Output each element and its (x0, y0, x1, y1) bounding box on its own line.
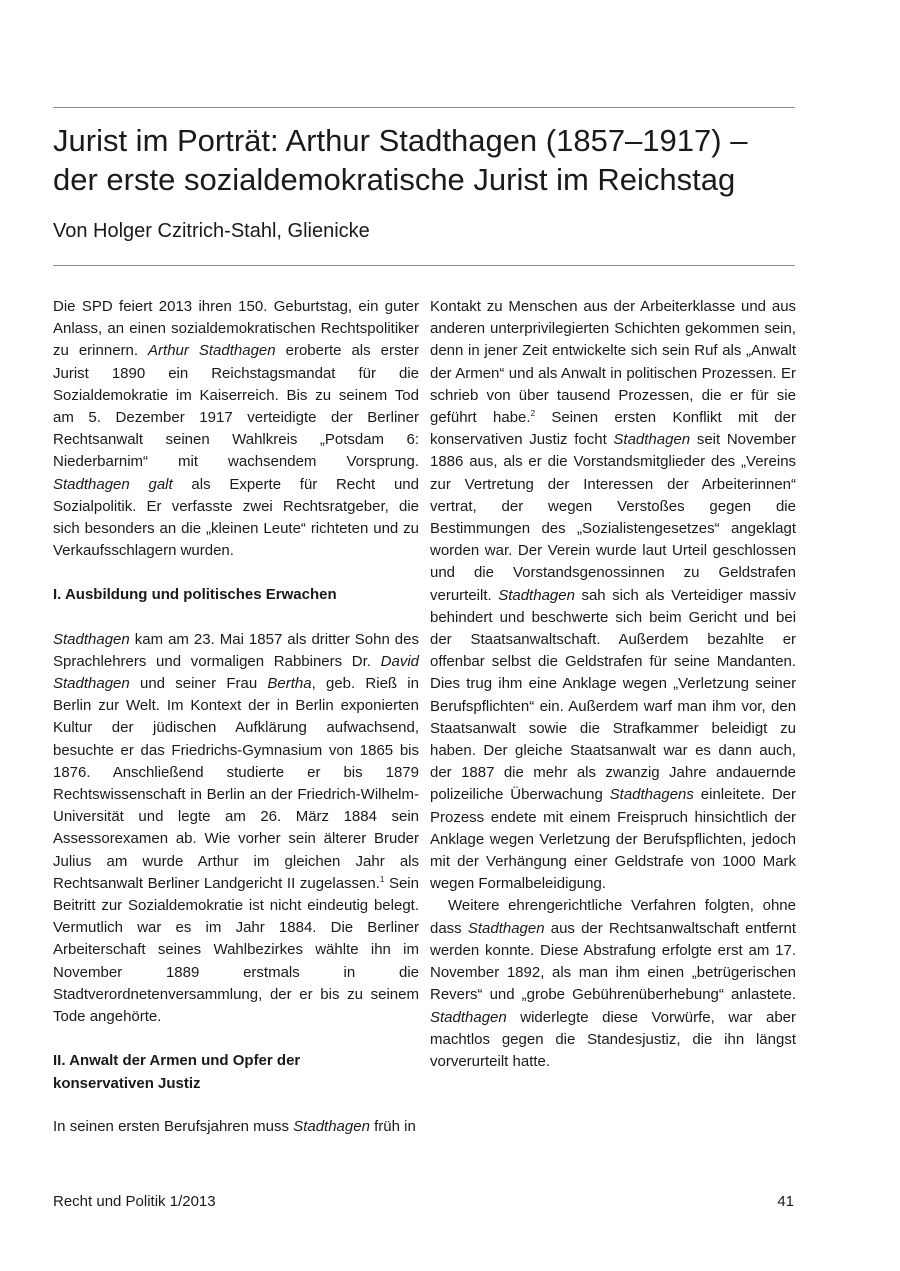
intro-paragraph: Die SPD feiert 2013 ihren 150. Geburtstag, ein guter Anlass, an einen sozialdemokratischen Rechtspolitiker zu erinnern. Arthur Stadthagen eroberte als erster Jurist 1890 ein Reichstagsmandat für die Sozialdemokratie im Kaiserreich. Bis zu seinem Tod am 5. Dezember 1917 verteidigte der Berliner Rechtsanwalt seinen Wahlkreis „Potsdam 6: Niederbarnim“ mit wachsendem Vorsprung. Stadthagen galt als Experte für Recht und Sozialpolitik. Er verfasste zwei Rechtsratgeber, die sich besonders an die „kleinen Leute“ richteten und zu Verkaufsschlagern wurden. (53, 298, 419, 560)
header-bottom-rule (53, 265, 795, 266)
section-2-paragraph-2: Weitere ehrengerichtliche Verfahren folgten, ohne dass Stadthagen aus der Rechtsanwaltschaft entfernt werden konnte. Diese Abstrafung erfolgte erst am 17. November 1892, als man ihm einen „betrügerischen Revers“ und „grobe Gebührenüberhebung“ anlastete. Stadthagen widerlegte diese Vorwürfe, war aber machtlos gegen die Standesjustiz, die ihn längst vorverurteilt hatte. (430, 897, 796, 1070)
page-number: 41 (777, 1193, 794, 1210)
title-line-1: Jurist im Porträt: Arthur Stadthagen (1857–1917) – (53, 123, 748, 158)
section-heading-2: II. Anwalt der Armen und Opfer der konservativen Justiz (53, 1052, 301, 1092)
footnote-ref-1[interactable]: 1 (379, 874, 385, 884)
title-line-2: der erste sozialdemokratische Jurist im Reichstag (53, 162, 736, 197)
article-title (53, 121, 813, 199)
section-2-paragraph-continued: Kontakt zu Menschen aus der Arbeiterklasse und aus anderen unterprivilegierten Schichten gekommen sein, denn in jener Zeit entwickelte sich sein Ruf als „Anwalt der Armen“ und als Anwalt in politischen Prozessen. Er schrieb von über tausend Prozessen, die er für sie geführt habe.$^2$ Seinen ersten Konflikt mit der konservativen Justiz focht Stadthagen seit November 1886 aus, als er die Vorstandsmitglieder des „Vereins zur Vertretung der Interessen der Arbeiterinnen“ vertrat, der wegen Verstoßes gegen die Bestimmungen des „Sozialistengesetzes“ angeklagt worden war. Der Verein wurde laut Urteil geschlossen und die Vorstandsgenossinnen zu Geldstrafen verurteilt. Stadthagen sah sich als Verteidiger massiv behindert und beschwerte sich beim Gericht und bei der Staatsanwaltschaft. Außerdem bezahlte er offenbar selbst die Geldstrafen für seine Mandanten. Dies trug ihm eine Anklage wegen „Verletzung seiner Berufspflichten“ ein. Außerdem warf man ihm vor, den Staatsanwalt sowie die Strafkammer beleidigt zu haben. Der gleiche Staatsanwalt war es dann auch, der 1887 die mehr als zwanzig Jahre andauernde polizeiliche Überwachung Stadthagens einleitete. Der Prozess endete mit einem Freispruch hinsichtlich der Anklage wegen Verletzung der Berufspflichten, jedoch mit der Verhängung einer Geldstrafe von 1000 Mark wegen Formalbeleidigung. (430, 298, 797, 893)
top-rule (53, 107, 795, 108)
journal-name: Recht und Politik 1/2013 (53, 1193, 216, 1210)
right-column (430, 296, 796, 1073)
footnote-ref-2[interactable]: 2 (530, 409, 536, 419)
section-1-paragraph: Stadthagen kam am 23. Mai 1857 als dritter Sohn des Sprachlehrers und vormaligen Rabbiners Dr. David Stadthagen und seiner Frau Bertha, geb. Rieß in Berlin zur Welt. Im Kontext der in Berlin exponierten Kultur der jüdischen Aufklärung aufwachsend, besuchte er das Friedrichs-Gymnasium von 1865 bis 1876. Anschließend studierte er bis 1879 Rechtswissenschaft in Berlin an der Friedrich-Wilhelm-Universität und legte am 26. März 1884 sein Assessorexamen ab. Wie vorher sein älterer Bruder Julius am wurde Arthur im gleichen Jahr als Rechtsanwalt Berliner Landgericht II zugelassen.$^1$ Sein Beitritt zur Sozialdemokratie ist nicht eindeutig belegt. Vermutlich war es im Jahr 1884. Die Berliner Arbeiterschaft seines Wahlbezirkes wählte ihn im November 1889 erstmals in die Stadtverordnetenversammlung, der er bis zu seinem Tode angehörte. (53, 630, 419, 1026)
section-2-paragraph: In seinen ersten Berufsjahren muss Stadthagen früh in (53, 1117, 416, 1135)
section-heading-1: I. Ausbildung und politisches Erwachen (53, 586, 337, 604)
author-byline: Von Holger Czitrich-Stahl, Glienicke (53, 220, 370, 242)
left-column (53, 296, 419, 1138)
